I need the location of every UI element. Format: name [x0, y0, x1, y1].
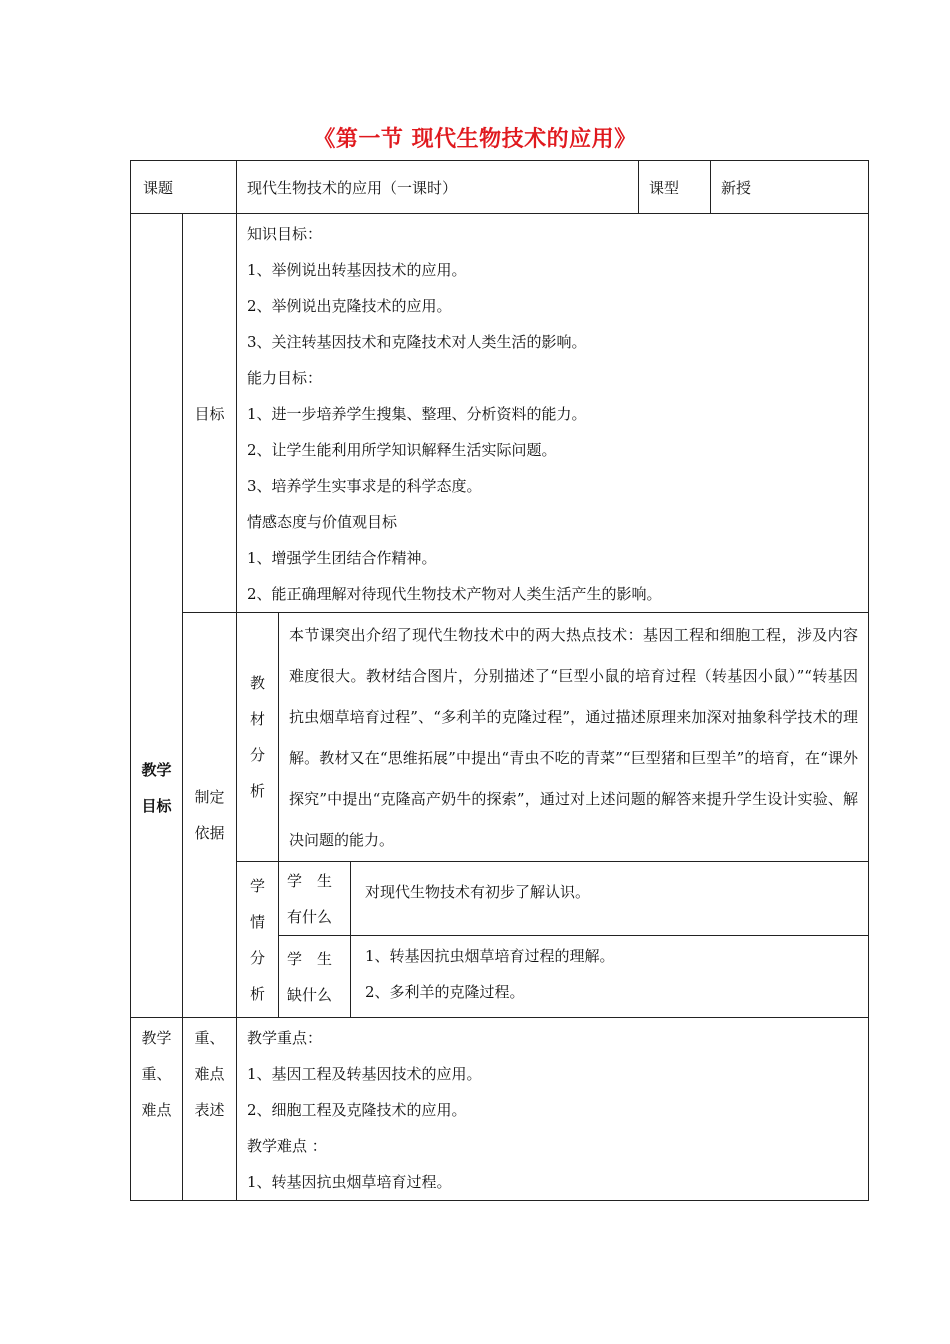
material-label-char: 析: [250, 782, 266, 800]
objective-line: 能力目标：: [247, 369, 323, 387]
key-points-sub-line: 表述: [194, 1101, 225, 1119]
key-points-section-line: 重、: [141, 1065, 172, 1083]
student-lacks-content: [351, 936, 869, 1018]
goal-label: 目标: [183, 214, 237, 613]
key-point-line: 教学难点 ：: [247, 1137, 327, 1155]
teaching-goals-label-line: 教学: [141, 760, 172, 779]
basis-label-line: 制定: [194, 788, 225, 806]
teaching-goals-label-line: 目标: [141, 796, 172, 815]
teaching-goals-label: [131, 214, 183, 1018]
student-lacks-label-line: 学 生: [287, 949, 333, 968]
key-point-line: 1、基因工程及转基因技术的应用。: [247, 1065, 482, 1083]
lesson-plan-table: [130, 160, 869, 1201]
objective-line: 1、增强学生团结合作精神。: [247, 549, 437, 567]
key-points-section-line: 教学: [141, 1029, 172, 1047]
objective-line: 1、举例说出转基因技术的应用。: [247, 261, 467, 279]
student-lacks-label: [279, 936, 351, 1018]
objective-line: 3、培养学生实事求是的科学态度。: [247, 477, 482, 495]
page-title: 《第一节 现代生物技术的应用》: [313, 127, 637, 152]
student-lacks-label-line: 缺什么: [287, 985, 333, 1004]
objective-line: 3、关注转基因技术和克隆技术对人类生活的影响。: [247, 333, 587, 351]
key-point-line: 1、转基因抗虫烟草培育过程。: [247, 1173, 452, 1191]
objective-line: 2、举例说出克隆技术的应用。: [247, 297, 452, 315]
type-value: 新授: [711, 161, 869, 214]
student-has-content: [351, 862, 869, 936]
objective-line: 情感态度与价值观目标: [247, 513, 398, 531]
key-point-line: 2、细胞工程及克隆技术的应用。: [247, 1101, 467, 1119]
key-points-sub-line: 重、: [194, 1029, 225, 1047]
student-has-text: 对现代生物技术有初步了解认识。: [365, 883, 591, 901]
key-points-section-line: 难点: [141, 1101, 172, 1119]
student-analysis-label: [237, 862, 279, 1018]
objectives-content: [237, 214, 869, 613]
material-label-char: 材: [250, 710, 266, 728]
student-label-char: 分: [250, 948, 266, 967]
material-label-char: 教: [250, 674, 266, 692]
topic-value: 现代生物技术的应用（一课时）: [237, 161, 639, 214]
objective-line: 1、进一步培养学生搜集、整理、分析资料的能力。: [247, 405, 587, 423]
type-label: 课型: [639, 161, 711, 214]
material-analysis-label: [237, 613, 279, 862]
student-lacks-line: 1、转基因抗虫烟草培育过程的理解。: [365, 947, 615, 965]
student-has-label: [279, 862, 351, 936]
student-lacks-line: 2、多利羊的克隆过程。: [365, 983, 525, 1001]
student-has-label-line: 学 生: [287, 871, 333, 890]
key-points-row: [131, 1018, 869, 1201]
material-analysis-row: [131, 613, 869, 862]
objective-line: 2、让学生能利用所学知识解释生活实际问题。: [247, 441, 557, 459]
key-points-section-label: [131, 1018, 183, 1201]
student-has-label-line: 有什么: [287, 907, 333, 926]
key-points-sub-line: 难点: [194, 1065, 225, 1083]
basis-label-line: 依据: [194, 824, 225, 842]
topic-label: 课题: [131, 161, 237, 214]
student-label-char: 学: [250, 876, 266, 895]
objective-line: 知识目标：: [247, 225, 323, 243]
key-point-line: 教学重点：: [247, 1029, 323, 1047]
key-points-sub-label: [183, 1018, 237, 1201]
student-has-row: [131, 862, 869, 936]
objectives-row: [131, 214, 869, 613]
material-analysis-text: 本节课突出介绍了现代生物技术中的两大热点技术：基因工程和细胞工程，涉及内容难度很大。教材结合图片，分别描述了“巨型小鼠的培育过程（转基因小鼠）”“转基因抗虫烟草培育过程”、“多利羊的克隆过程”，通过描述原理来加深对抽象科学技术的理解。教材又在“思维拓展”中提出“青虫不吃的青菜”“巨型猪和巨型羊”的培育，在“课外探究”中提出“克隆高产奶牛的探索”，通过对上述问题的解答来提升学生设计实验、解决问题的能力。: [289, 626, 859, 849]
material-analysis-content: [279, 613, 869, 862]
student-label-char: 析: [250, 984, 266, 1003]
student-label-char: 情: [250, 912, 266, 931]
header-row: [131, 161, 869, 214]
basis-label: [183, 613, 237, 1018]
material-label-char: 分: [250, 746, 266, 764]
objective-line: 2、能正确理解对待现代生物技术产物对人类生活产生的影响。: [247, 585, 662, 603]
key-points-content: [237, 1018, 869, 1201]
